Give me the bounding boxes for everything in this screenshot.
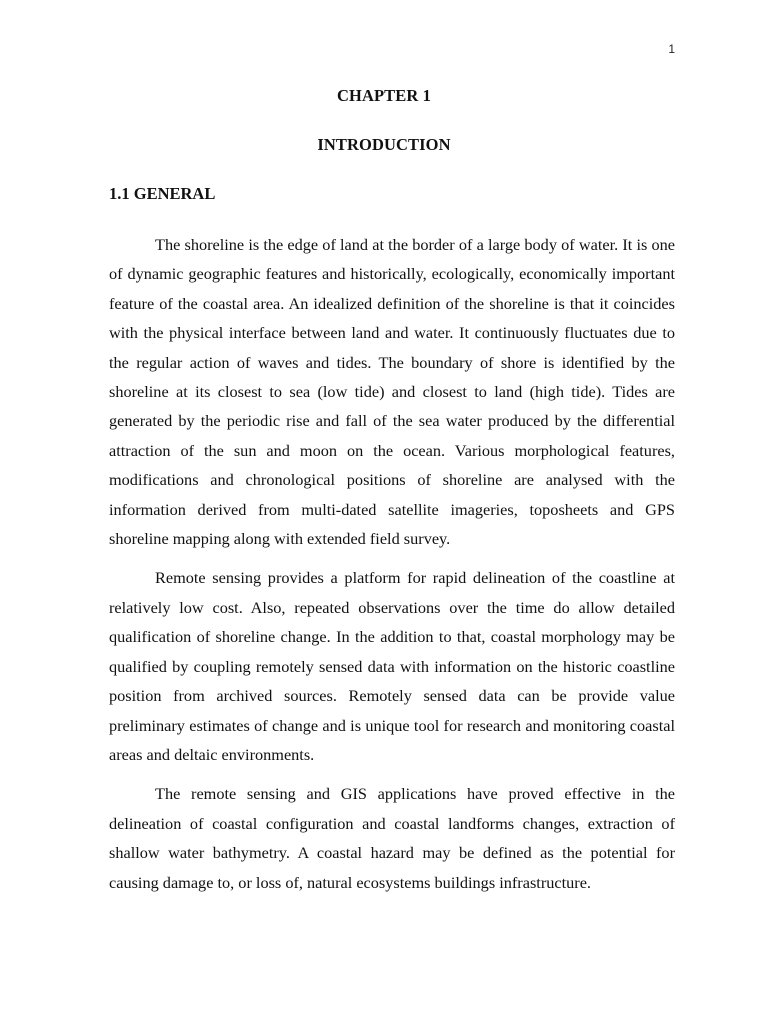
- chapter-label: CHAPTER 1: [337, 86, 431, 105]
- section-heading: 1.1 GENERAL: [109, 184, 216, 203]
- page-number: 1: [668, 42, 675, 56]
- body-text: [109, 230, 675, 907]
- chapter-title: INTRODUCTION: [317, 135, 451, 154]
- paragraph-3: The remote sensing and GIS applications have proved effective in the delineation of coastal configuration and coastal landforms changes, extraction of shallow water bathymetry. A coastal hazard may be defined as the potential for causing damage to, or loss of, natural ecosystems buildings infrastructure.: [109, 784, 675, 892]
- paragraph-2: Remote sensing provides a platform for rapid delineation of the coastline at relatively low cost. Also, repeated observations over the time do allow detailed qualification of shoreline change. In the addition to that, coastal morphology may be qualified by coupling remotely sensed data with information on the historic coastline position from archived sources. Remotely sensed data can be provide value preliminary estimates of change and is unique tool for research and monitoring coastal areas and deltaic environments.: [109, 568, 675, 764]
- paragraph-1: The shoreline is the edge of land at the border of a large body of water. It is one of dynamic geographic features and historically, ecologically, economically important feature of the coastal area. An idealized definition of the shoreline is that it coincides with the physical interface between land and water. It continuously fluctuates due to the regular action of waves and tides. The boundary of shore is identified by the shoreline at its closest to sea (low tide) and closest to land (high tide). Tides are generated by the periodic rise and fall of the sea water produced by the differential attraction of the sun and moon on the ocean. Various morphological features, modifications and chronological positions of shoreline are analysed with the information derived from multi-dated satellite imageries, toposheets and GPS shoreline mapping along with extended field survey.: [109, 235, 675, 549]
